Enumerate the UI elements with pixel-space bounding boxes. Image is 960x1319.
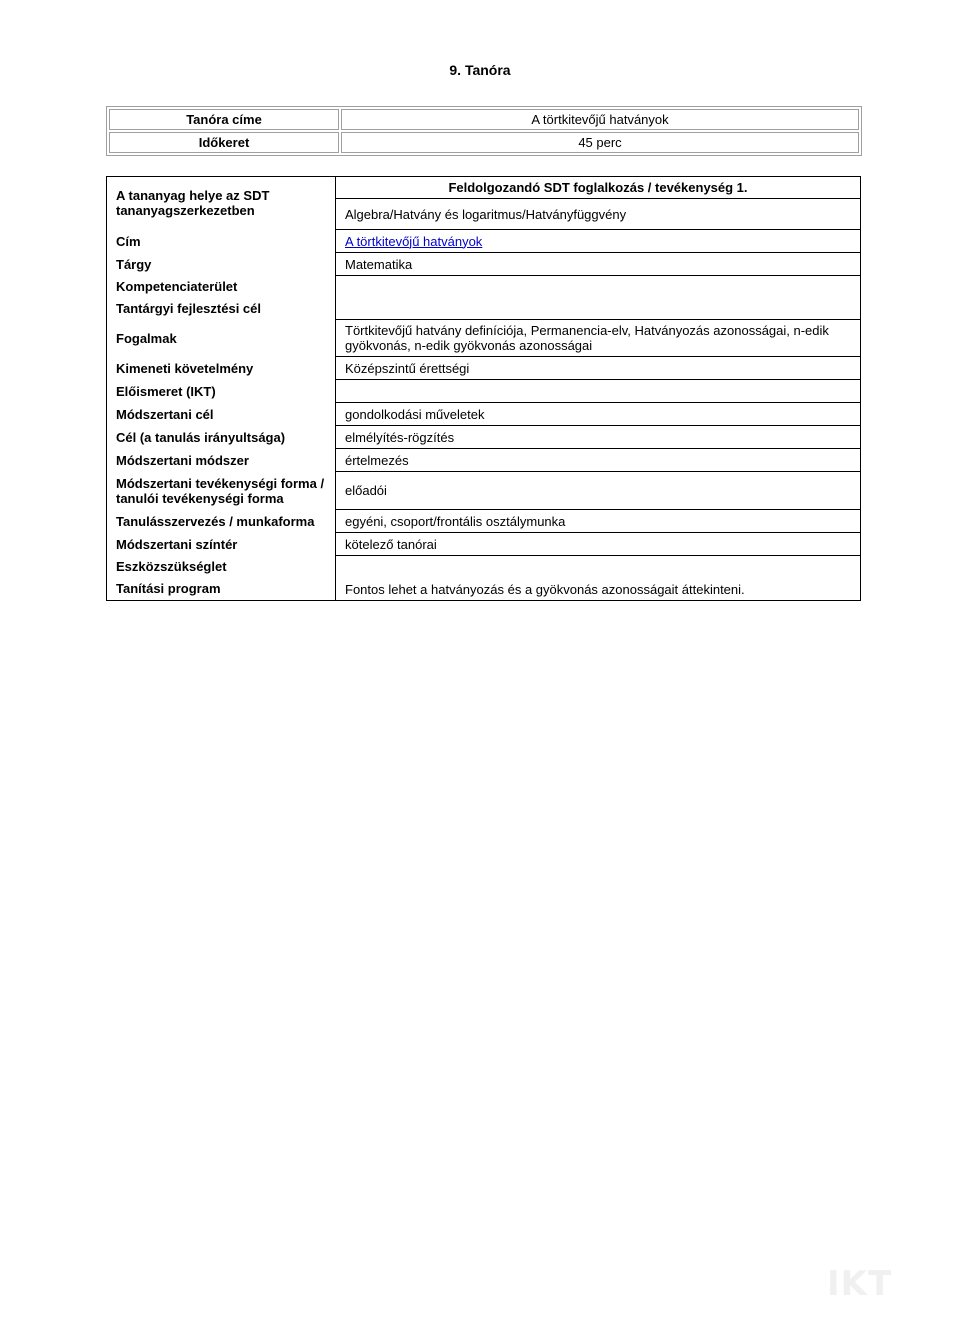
table-row [107,320,861,357]
row-label: Cím [107,230,336,253]
table-row [107,510,861,533]
row-label: Tanítási program [107,578,336,601]
table-row [107,472,861,510]
row-label: Módszertani módszer [107,449,336,472]
page-title: 9. Tanóra [449,62,511,78]
row-label: Eszközszükséglet [107,556,336,578]
table-row [107,380,861,403]
row-value: Algebra/Hatvány és logaritmus/Hatványfüggvény [336,199,861,230]
row-value [336,230,861,253]
row-value [336,276,861,320]
table-row [107,533,861,556]
lesson-info-table [106,106,862,156]
row-label: Tárgy [107,253,336,276]
info-row [109,109,859,130]
table-row [107,449,861,472]
table-row [107,403,861,426]
table-row [107,230,861,253]
table-row [107,426,861,449]
row-label: Tantárgyi fejlesztési cél [107,298,336,320]
row-value: gondolkodási műveletek [336,403,861,426]
row-value: elmélyítés-rögzítés [336,426,861,449]
row-label: A tananyag helye az SDT tananyagszerkezetben [107,177,336,230]
row-value: Törtkitevőjű hatvány definíciója, Permanencia-elv, Hatványozás azonosságai, n-edik gyökvonás, n-edik gyökvonás azonosságai [336,320,861,357]
row-value: értelmezés [336,449,861,472]
info-value: A törtkitevőjű hatványok [341,109,859,130]
table-header-row [107,177,861,199]
ikt-logo: IKT [827,1264,893,1304]
row-label: Fogalmak [107,320,336,357]
row-label: Előismeret (IKT) [107,380,336,403]
info-row [109,132,859,153]
row-label: Cél (a tanulás irányultsága) [107,426,336,449]
row-value: egyéni, csoport/frontális osztálymunka [336,510,861,533]
activity-table [106,176,861,601]
row-value: kötelező tanórai [336,533,861,556]
table-row [107,253,861,276]
row-value [336,380,861,403]
row-label: Kompetenciaterület [107,276,336,298]
table-row [107,556,861,578]
activity-header: Feldolgozandó SDT foglalkozás / tevékenység 1. [336,177,861,199]
lesson-title-link[interactable]: A törtkitevőjű hatványok [345,233,483,249]
table-row [107,357,861,380]
row-value: Matematika [336,253,861,276]
row-value: előadói [336,472,861,510]
row-label: Módszertani színtér [107,533,336,556]
row-value: Fontos lehet a hatványozás és a gyökvonás azonosságait áttekinteni. [336,556,861,601]
info-label: Időkeret [109,132,339,153]
row-value: Középszintű érettségi [336,357,861,380]
row-label: Módszertani cél [107,403,336,426]
row-label: Kimeneti követelmény [107,357,336,380]
row-label: Módszertani tevékenységi forma / tanulói tevékenységi forma [107,472,336,510]
info-label: Tanóra címe [109,109,339,130]
info-value: 45 perc [341,132,859,153]
table-row [107,276,861,298]
row-label: Tanulásszervezés / munkaforma [107,510,336,533]
